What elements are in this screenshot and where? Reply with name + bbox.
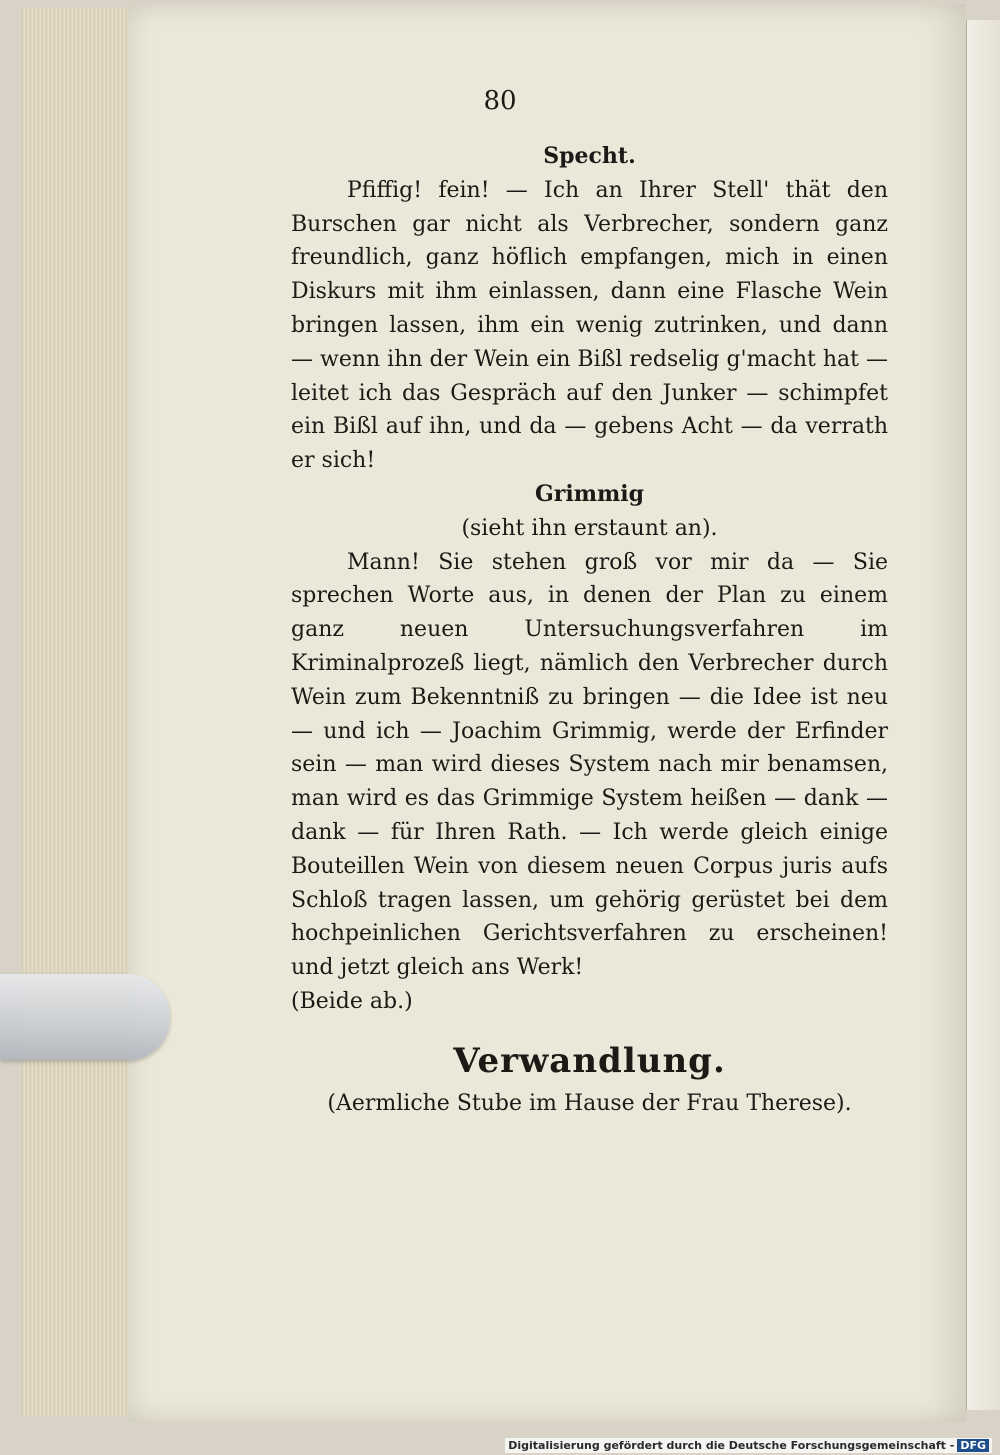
dialogue-paragraph: Pfiffig! fein! — Ich an Ihrer Stell' thät den Burschen gar nicht als Verbrecher, sondern ganz freundlich, ganz höflich empfangen, mich in einen Diskurs mit ihm einlassen, dann eine Flasche Wein bringen lassen, ihm ein wenig zutrinken, und dann — wenn ihn der Wein ein Bißl redselig g'macht hat — leitet ich das Gespräch auf den Junker — schimpfet ein Bißl auf ihn, und da — gebens Acht — da verrath er sich! <box>291 177 888 474</box>
stage-direction-exit: (Beide ab.) <box>291 988 413 1014</box>
speaker-name: Grimmig <box>534 480 645 507</box>
dialogue-paragraph: Mann! Sie stehen groß vor mir da — Sie sprechen Worte aus, in denen der Plan zu einem ganz neuen Untersuchungsverfahren im Kriminalprozeß liegt, nämlich den Verbrecher durch Wein zum Bekenntniß zu bringen — die Idee ist neu — und ich — Joachim Grimmig, werde der Erfinder sein — man wird dieses System nach mir benamsen, man wird es das Grimmige System heißen — dank — dank — für Ihren Rath. — Ich werde gleich einige Bouteillen Wein von diesem neuen Corpus juris aufs Schloß tragen lassen, um gehörig gerüstet bei dem hochpeinlichen Gerichtsverfahren zu erscheinen! und jetzt gleich ans Werk! <box>291 549 888 981</box>
page-text <box>291 140 888 1120</box>
stage-direction: (sieht ihn erstaunt an). <box>461 515 718 541</box>
scene-heading: Verwandlung. <box>453 1040 726 1081</box>
digitization-footer <box>505 1438 992 1453</box>
clear-bookmark-clip <box>0 974 170 1060</box>
scene-description: (Aermliche Stube im Hause der Frau Therese). <box>327 1090 852 1116</box>
footer-text: Digitalisierung gefördert durch die Deutsche Forschungsgemeinschaft - <box>508 1439 955 1452</box>
facing-page-edge <box>966 20 1000 1410</box>
dfg-logo: DFG <box>957 1439 989 1452</box>
page-number: 80 <box>483 86 517 116</box>
speaker-name: Specht. <box>543 143 636 169</box>
page-stack-edge <box>22 8 135 1416</box>
